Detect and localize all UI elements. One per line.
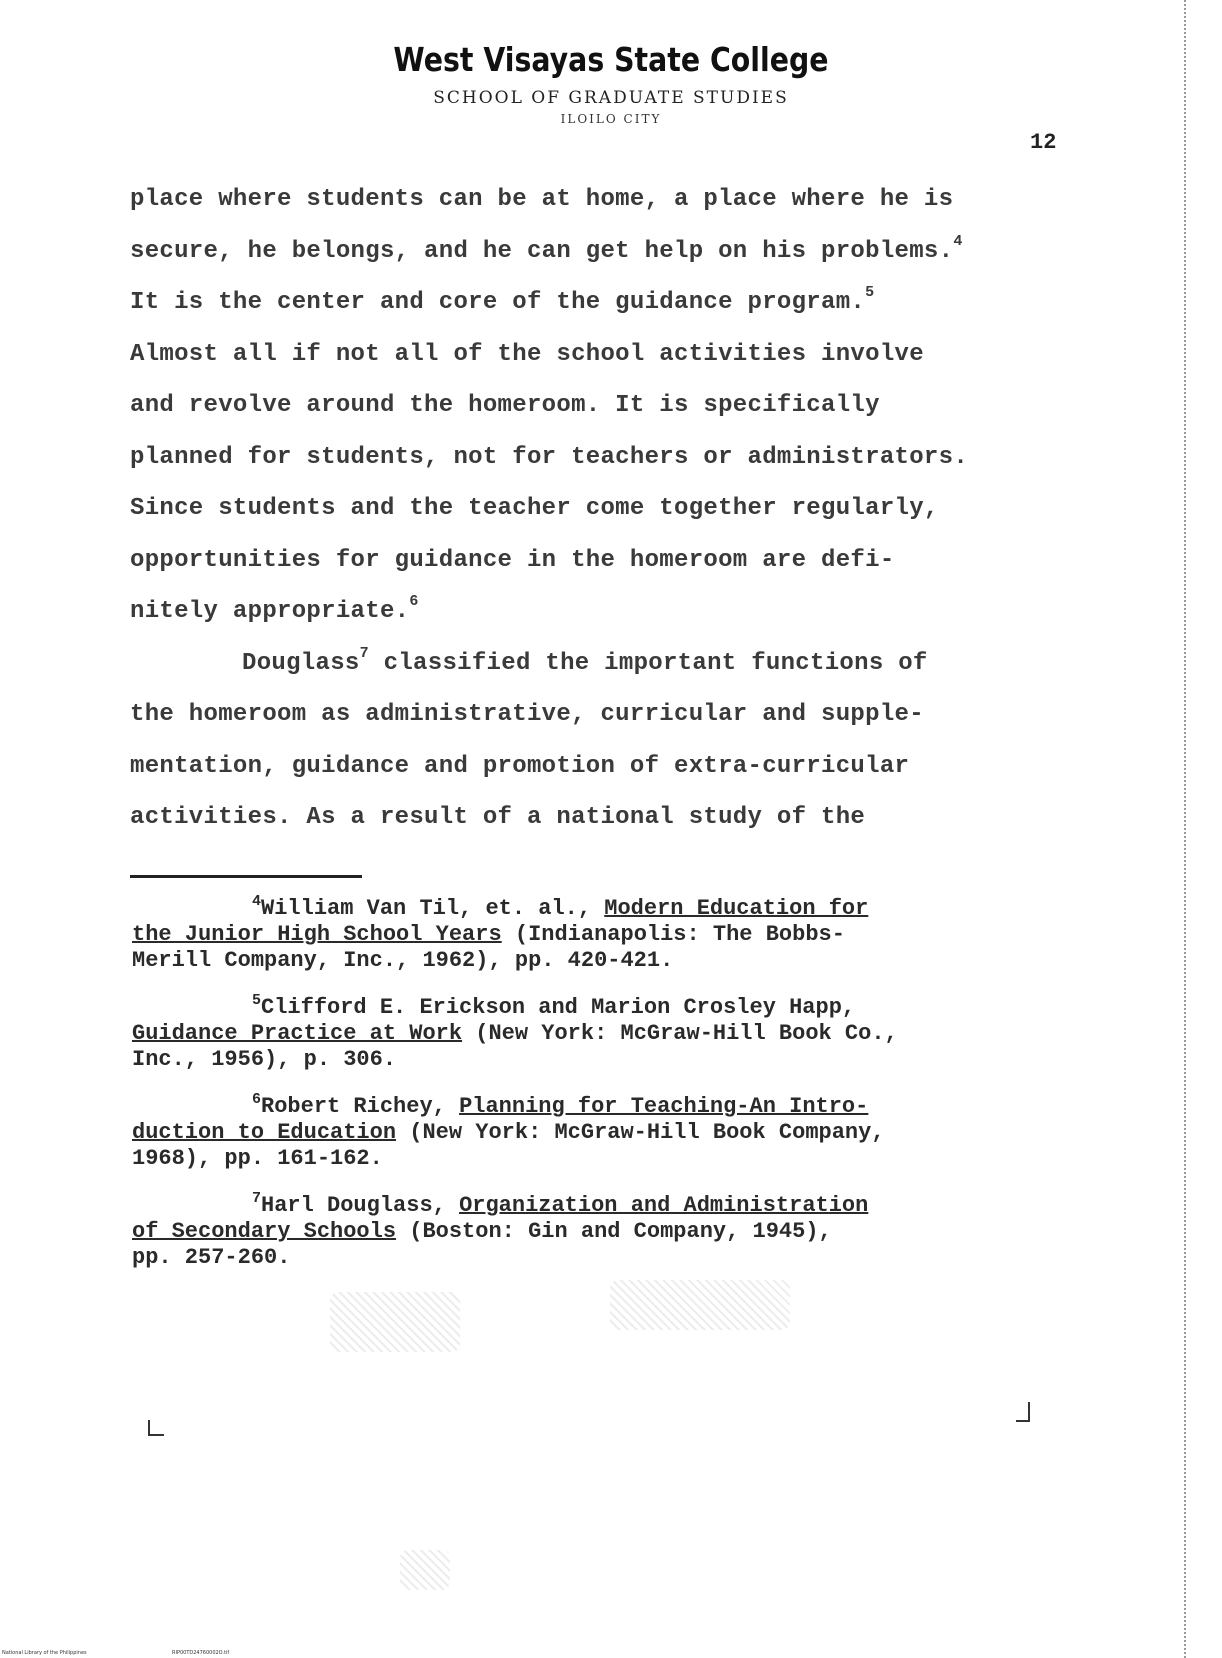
- file-code: RIP00TD24760002O.tif: [172, 1650, 230, 1656]
- crop-mark-bottom-left: [148, 1420, 164, 1436]
- faded-stamp: [610, 1280, 790, 1330]
- body-line: Since students and the teacher come together regularly,: [130, 495, 939, 522]
- college-name: West Visayas State College: [393, 40, 829, 79]
- body-line: mentation, guidance and promotion of extra-curricular: [130, 752, 910, 780]
- crop-mark-bottom-right: [1016, 1402, 1030, 1422]
- body-line: Douglass$^7$ classified the important functions of: [242, 644, 928, 677]
- footnote-ref: 7: [359, 644, 369, 662]
- city-name: ILOILO CITY: [560, 112, 662, 126]
- footnotes: [132, 893, 1072, 1292]
- footnote-ref: 4: [953, 232, 963, 250]
- body-line: place where students can be at home, a place where he is: [130, 186, 954, 213]
- faded-stamp: [330, 1292, 460, 1352]
- body-line: nitely appropriate.$^6$: [130, 593, 419, 625]
- body-line: planned for students, not for teachers or administrators.: [130, 443, 969, 471]
- body-text: [130, 178, 1060, 848]
- footnote: $^6$Robert Richey, Planning for Teaching-An Intro- duction to Education (New York: McGraw-Hill Book Company, 1968), pp. 161-162.: [132, 1091, 885, 1171]
- body-line: activities. As a result of a national study of the: [130, 804, 866, 831]
- body-line: Almost all if not all of the school activities involve: [130, 340, 924, 368]
- school-name: SCHOOL OF GRADUATE STUDIES: [433, 88, 789, 108]
- scan-edge-border: [1184, 0, 1188, 1658]
- body-line: opportunities for guidance in the homeroom are defi-: [130, 546, 895, 574]
- footnote: $^7$Harl Douglass, Organization and Administration of Secondary Schools (Boston: Gin and Company, 1945), pp. 257-260.: [132, 1190, 869, 1270]
- body-line: and revolve around the homeroom. It is specifically: [130, 392, 880, 419]
- faded-stamp: [400, 1550, 450, 1590]
- body-line: It is the center and core of the guidance program.$^5$: [130, 284, 875, 316]
- page-number: 12: [1030, 130, 1057, 155]
- footnote-divider: [130, 875, 362, 878]
- footnote: $^4$William Van Til, et. al., Modern Education for the Junior High School Years (Indianapolis: The Bobbs- Merill Company, Inc., 1962), pp. 420-421.: [132, 893, 869, 973]
- footnote-ref: 6: [409, 593, 419, 610]
- body-line: secure, he belongs, and he can get help on his problems.$^4$: [130, 232, 963, 265]
- body-line: the homeroom as administrative, curricular and supple-: [130, 701, 924, 728]
- library-credit: National Library of the Philippines: [2, 1650, 87, 1656]
- footnote: $^5$Clifford E. Erickson and Marion Crosley Happ, Guidance Practice at Work (New York: McGraw-Hill Book Co., Inc., 1956), p. 306.: [132, 992, 898, 1072]
- footnote-ref: 5: [865, 284, 875, 301]
